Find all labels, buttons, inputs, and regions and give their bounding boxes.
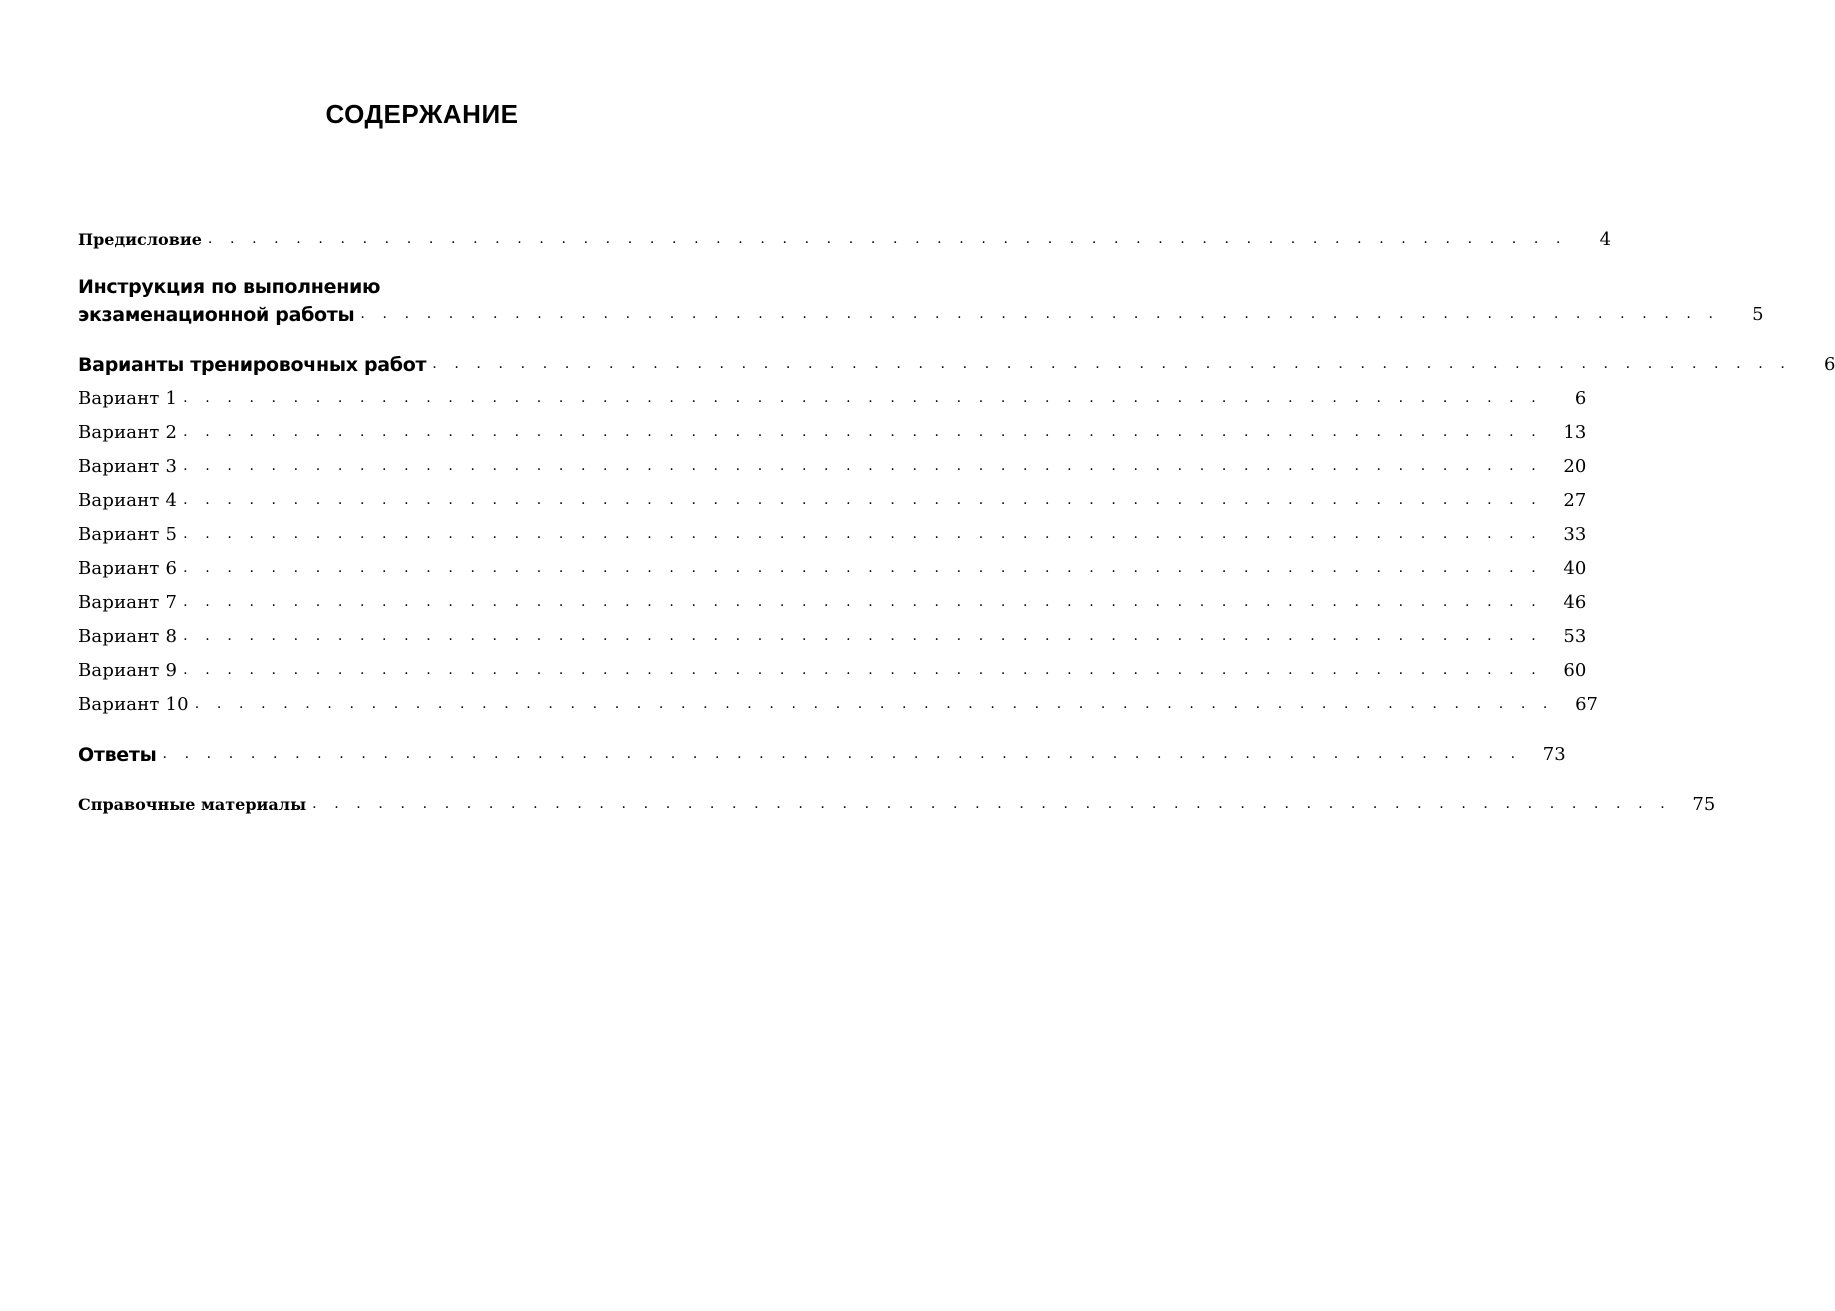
toc-entry-variant-2[interactable] [78, 417, 1587, 445]
dot-leader: . . . . . . . . . . . . . . . . . . . . . . . . . . . . . . . . . . . . . . . . . . . . . . . . . . . . . . . . . . . . . . [183, 662, 1543, 678]
toc-entry-page: 73 [1542, 744, 1566, 765]
toc-entry-variant-4[interactable] [78, 485, 1587, 513]
toc-entry-page: 75 [1692, 794, 1716, 815]
toc-entry-answers[interactable] [78, 739, 1566, 767]
toc-entry-label: Вариант 2 [78, 422, 178, 443]
dot-leader: . . . . . . . . . . . . . . . . . . . . . . . . . . . . . . . . . . . . . . . . . . . . . . . . . . . . . . . . . . . . . . [183, 458, 1543, 474]
toc-entry-variant-8[interactable] [78, 621, 1587, 649]
toc-entry-label: экзаменационной работы [78, 304, 355, 326]
toc-entry-page: 27 [1563, 490, 1587, 511]
toc-entry-label: Вариант 9 [78, 660, 178, 681]
toc-entry-label: Вариант 3 [78, 456, 178, 477]
toc-entry-variant-1[interactable] [78, 383, 1587, 411]
toc-entry-label: Справочные материалы [78, 795, 307, 814]
toc-entry-variants-section[interactable] [78, 349, 1835, 377]
dot-leader: . . . . . . . . . . . . . . . . . . . . . . . . . . . . . . . . . . . . . . . . . . . . . . . . . . . . . . . . . . . . . . [162, 746, 1522, 762]
dot-leader: . . . . . . . . . . . . . . . . . . . . . . . . . . . . . . . . . . . . . . . . . . . . . . . . . . . . . . . . . . . . . . [183, 628, 1543, 644]
toc-entry-label: Предисловие [78, 230, 202, 249]
toc-entry-page: 13 [1563, 422, 1587, 443]
dot-leader: . . . . . . . . . . . . . . . . . . . . . . . . . . . . . . . . . . . . . . . . . . . . . . . . . . . . . . . . . . . . . . [312, 796, 1672, 812]
toc-entry-label: Вариант 4 [78, 490, 178, 511]
toc-entry-page: 4 [1599, 229, 1612, 250]
dot-leader: . . . . . . . . . . . . . . . . . . . . . . . . . . . . . . . . . . . . . . . . . . . . . . . . . . . . . . . . . . . . . . [183, 424, 1543, 440]
toc-entry-page: 6 [1823, 354, 1835, 375]
dot-leader: . . . . . . . . . . . . . . . . . . . . . . . . . . . . . . . . . . . . . . . . . . . . . . . . . . . . . . . . . . . . . . [183, 492, 1543, 508]
dot-leader: . . . . . . . . . . . . . . . . . . . . . . . . . . . . . . . . . . . . . . . . . . . . . . . . . . . . . . . . . . . . . . [183, 526, 1543, 542]
dot-leader: . . . . . . . . . . . . . . . . . . . . . . . . . . . . . . . . . . . . . . . . . . . . . . . . . . . . . . . . . . . . . . [432, 356, 1792, 372]
toc-entry-label: Вариант 8 [78, 626, 178, 647]
toc-entry-variant-3[interactable] [78, 451, 1587, 479]
toc-entry-page: 60 [1563, 660, 1587, 681]
toc-entry-instruction[interactable] [78, 299, 1764, 327]
dot-leader: . . . . . . . . . . . . . . . . . . . . . . . . . . . . . . . . . . . . . . . . . . . . . . . . . . . . . . . . . . . . . . [183, 390, 1543, 406]
toc-entry-page: 6 [1574, 388, 1587, 409]
toc-entry-label: Вариант 10 [78, 694, 189, 715]
toc-entry-page: 33 [1563, 524, 1587, 545]
dot-leader: . . . . . . . . . . . . . . . . . . . . . . . . . . . . . . . . . . . . . . . . . . . . . . . . . . . . . . . . . . . . . . [183, 560, 1543, 576]
toc-entry-preface[interactable] [78, 224, 1612, 252]
toc-entry-page: 20 [1563, 456, 1587, 477]
toc-entry-variant-9[interactable] [78, 655, 1587, 683]
toc-entry-page: 53 [1563, 626, 1587, 647]
dot-leader: . . . . . . . . . . . . . . . . . . . . . . . . . . . . . . . . . . . . . . . . . . . . . . . . . . . . . . . . . . . . . . [207, 231, 1568, 247]
toc-entry-instruction-line1[interactable]: Инструкция по выполнению [78, 276, 381, 298]
toc-entry-reference[interactable] [78, 789, 1716, 817]
dot-leader: . . . . . . . . . . . . . . . . . . . . . . . . . . . . . . . . . . . . . . . . . . . . . . . . . . . . . . . . . . . . . . [360, 306, 1720, 322]
toc-entry-page: 5 [1752, 304, 1764, 325]
toc-entry-label: Вариант 5 [78, 524, 178, 545]
toc-entry-variant-7[interactable] [78, 587, 1587, 615]
toc-entry-label: Вариант 7 [78, 592, 178, 613]
toc-entry-label: Вариант 6 [78, 558, 178, 579]
dot-leader: . . . . . . . . . . . . . . . . . . . . . . . . . . . . . . . . . . . . . . . . . . . . . . . . . . . . . . . . . . . . . . [183, 594, 1543, 610]
toc-entry-label: Варианты тренировочных работ [78, 354, 427, 376]
toc-entry-variant-6[interactable] [78, 553, 1587, 581]
toc-entry-label: Вариант 1 [78, 388, 178, 409]
dot-leader: . . . . . . . . . . . . . . . . . . . . . . . . . . . . . . . . . . . . . . . . . . . . . . . . . . . . . . . . . . . . . . [194, 696, 1554, 712]
toc-entry-variant-10[interactable] [78, 689, 1598, 717]
toc-entry-page: 46 [1563, 592, 1587, 613]
toc-entry-page: 40 [1563, 558, 1587, 579]
toc-entry-variant-5[interactable] [78, 519, 1587, 547]
toc-entry-label: Ответы [78, 744, 157, 766]
page-title: СОДЕРЖАНИЕ [325, 99, 519, 129]
toc-entry-page: 67 [1575, 694, 1598, 715]
